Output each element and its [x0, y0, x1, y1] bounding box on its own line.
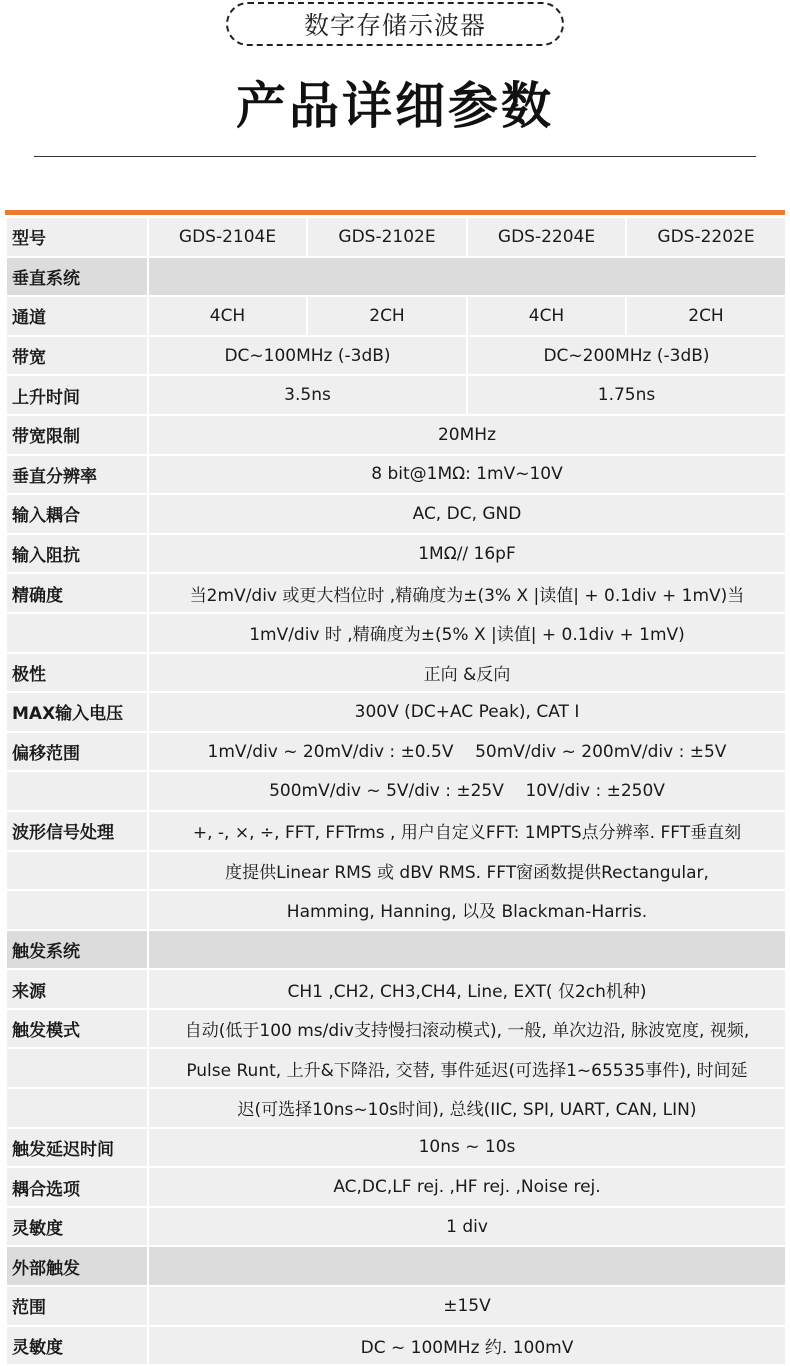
table-cell: ±15V [148, 1286, 786, 1326]
table-row [6, 336, 786, 376]
table-row [6, 1128, 786, 1168]
table-cell: GDS-2202E [626, 217, 786, 257]
table-cell [148, 1246, 786, 1286]
table-cell: AC,DC,LF rej. ,HF rej. ,Noise rej. [148, 1167, 786, 1207]
table-cell: Hamming, Hanning, 以及 Blackman-Harris. [148, 890, 786, 930]
table-row [6, 890, 786, 930]
row-label: 来源 [6, 969, 148, 1009]
table-cell: 500mV/div ~ 5V/div : ±25V 10V/div : ±250V [148, 771, 786, 811]
table-row [6, 1009, 786, 1049]
page-title: 产品详细参数 [236, 77, 554, 135]
table-row [6, 415, 786, 455]
table-cell: 自动(低于100 ms/div支持慢扫滚动模式), 一般, 单次边沿, 脉波宽度, 视频, [148, 1009, 786, 1049]
row-label: 通道 [6, 296, 148, 336]
table-row [6, 1207, 786, 1247]
table-row [6, 494, 786, 534]
table-row [6, 217, 786, 257]
row-label: 偏移范围 [6, 732, 148, 772]
table-row [6, 375, 786, 415]
table-row [6, 296, 786, 336]
category-badge: 数字存储示波器 [226, 2, 564, 46]
table-cell: 正向 &反向 [148, 653, 786, 693]
table-cell: 4CH [148, 296, 307, 336]
section-label: 触发系统 [6, 930, 148, 970]
row-label [6, 890, 148, 930]
table-cell [148, 930, 786, 970]
table-row [6, 455, 786, 495]
row-label: 输入阻抗 [6, 534, 148, 574]
table-cell: 300V (DC+AC Peak), CAT I [148, 692, 786, 732]
table-row [6, 811, 786, 851]
row-label: 灵敏度 [6, 1207, 148, 1247]
row-label: 波形信号处理 [6, 811, 148, 851]
table-row [6, 1088, 786, 1128]
table-row [6, 692, 786, 732]
row-label: 灵敏度 [6, 1326, 148, 1366]
table-cell: 8 bit@1MΩ: 1mV~10V [148, 455, 786, 495]
table-cell: DC~100MHz (-3dB) [148, 336, 467, 376]
table-cell: 2CH [626, 296, 786, 336]
row-label: MAX输入电压 [6, 692, 148, 732]
table-cell: 1MΩ// 16pF [148, 534, 786, 574]
row-label: 极性 [6, 653, 148, 693]
table-cell: AC, DC, GND [148, 494, 786, 534]
table-row [6, 1286, 786, 1326]
row-label: 耦合选项 [6, 1167, 148, 1207]
row-label [6, 1048, 148, 1088]
table-cell: 20MHz [148, 415, 786, 455]
accent-bar [5, 210, 785, 215]
table-cell: GDS-2204E [467, 217, 626, 257]
table-cell: 1mV/div ~ 20mV/div : ±0.5V 50mV/div ~ 200mV/div : ±5V [148, 732, 786, 772]
section-row [6, 257, 786, 297]
spec-table [5, 216, 787, 1366]
table-cell: 4CH [467, 296, 626, 336]
table-cell: 3.5ns [148, 375, 467, 415]
table-row [6, 1326, 786, 1366]
table-cell: 1 div [148, 1207, 786, 1247]
table-row [6, 969, 786, 1009]
table-row [6, 534, 786, 574]
table-cell: +, -, ×, ÷, FFT, FFTrms , 用户自定义FFT: 1MPTS点分辨率. FFT垂直刻 [148, 811, 786, 851]
row-label: 上升时间 [6, 375, 148, 415]
table-cell: 迟(可选择10ns~10s时间), 总线(IIC, SPI, UART, CAN, LIN) [148, 1088, 786, 1128]
table-row [6, 1167, 786, 1207]
row-label: 触发模式 [6, 1009, 148, 1049]
table-cell: CH1 ,CH2, CH3,CH4, Line, EXT( 仅2ch机种) [148, 969, 786, 1009]
row-label [6, 851, 148, 891]
row-label [6, 771, 148, 811]
row-label: 输入耦合 [6, 494, 148, 534]
row-label: 型号 [6, 217, 148, 257]
divider [34, 156, 756, 157]
table-row [6, 732, 786, 772]
section-label: 外部触发 [6, 1246, 148, 1286]
page-header [0, 0, 790, 212]
table-cell: GDS-2104E [148, 217, 307, 257]
table-row [6, 613, 786, 653]
section-row [6, 930, 786, 970]
row-label: 范围 [6, 1286, 148, 1326]
row-label [6, 613, 148, 653]
row-label: 带宽限制 [6, 415, 148, 455]
row-label: 带宽 [6, 336, 148, 376]
row-label: 精确度 [6, 573, 148, 613]
table-row [6, 851, 786, 891]
section-label: 垂直系统 [6, 257, 148, 297]
table-cell: GDS-2102E [307, 217, 467, 257]
table-cell: 度提供Linear RMS 或 dBV RMS. FFT窗函数提供Rectangular, [148, 851, 786, 891]
section-row [6, 1246, 786, 1286]
table-row [6, 653, 786, 693]
table-cell [148, 257, 786, 297]
table-cell: Pulse Runt, 上升&下降沿, 交替, 事件延迟(可选择1~65535事件), 时间延 [148, 1048, 786, 1088]
table-cell: 10ns ~ 10s [148, 1128, 786, 1168]
row-label: 触发延迟时间 [6, 1128, 148, 1168]
table-cell: 当2mV/div 或更大档位时 ,精确度为±(3% X |读值| + 0.1div + 1mV)当 [148, 573, 786, 613]
table-cell: 1mV/div 时 ,精确度为±(5% X |读值| + 0.1div + 1mV) [148, 613, 786, 653]
table-cell: 1.75ns [467, 375, 786, 415]
table-row [6, 1048, 786, 1088]
table-row [6, 573, 786, 613]
table-cell: DC ~ 100MHz 约. 100mV [148, 1326, 786, 1366]
table-row [6, 771, 786, 811]
row-label [6, 1088, 148, 1128]
table-cell: 2CH [307, 296, 467, 336]
row-label: 垂直分辨率 [6, 455, 148, 495]
table-cell: DC~200MHz (-3dB) [467, 336, 786, 376]
